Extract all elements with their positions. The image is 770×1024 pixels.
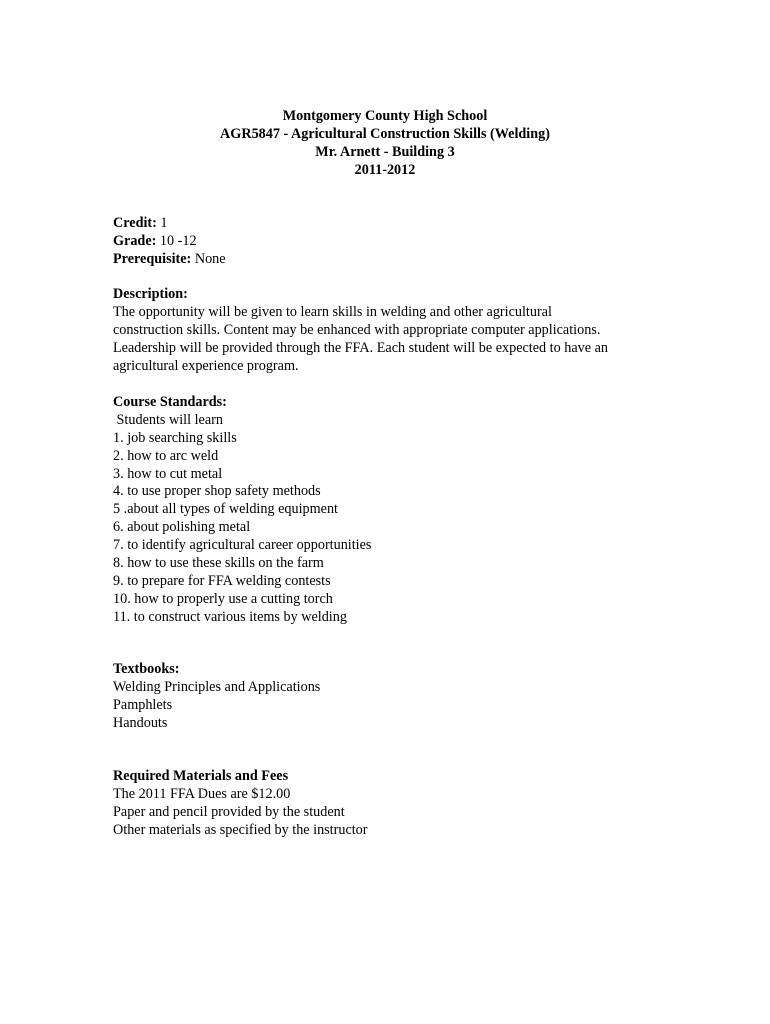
list-item: 10. how to properly use a cutting torch: [113, 590, 333, 607]
materials-section: [113, 768, 673, 840]
materials-heading: Required Materials and Fees: [113, 768, 289, 784]
list-item: 2. how to arc weld: [113, 447, 219, 464]
list-item: 4. to use proper shop safety methods: [113, 483, 321, 500]
list-item: The 2011 FFA Dues are $12.00: [113, 785, 291, 802]
list-item: Other materials as specified by the instructor: [113, 821, 368, 838]
description-line: agricultural experience program.: [113, 357, 299, 374]
list-item: Welding Principles and Applications: [113, 678, 321, 695]
list-item: Paper and pencil provided by the student: [113, 803, 345, 820]
grade-row: [113, 233, 673, 251]
list-item: 5 .about all types of welding equipment: [113, 501, 338, 518]
credit-row: [113, 215, 673, 233]
school-name: Montgomery County High School: [282, 108, 488, 124]
document-header: [0, 108, 770, 180]
textbooks-heading: Textbooks:: [113, 661, 180, 677]
list-item: 8. how to use these skills on the farm: [113, 555, 324, 572]
credit-value: 1: [156, 215, 168, 231]
prerequisite-row: [113, 251, 673, 269]
list-item: Pamphlets: [113, 696, 173, 713]
teacher-building: Mr. Arnett - Building 3: [315, 144, 455, 160]
list-item: Handouts: [113, 714, 168, 731]
description-heading: Description:: [113, 286, 188, 302]
school-year: 2011-2012: [354, 162, 416, 178]
course-standards-section: [113, 394, 673, 627]
description-line: The opportunity will be given to learn skills in welding and other agricultural: [113, 303, 552, 320]
list-item: 11. to construct various items by welding: [113, 608, 347, 625]
description-line: construction skills. Content may be enhanced with appropriate computer applications.: [113, 321, 601, 338]
course-standards-heading: Course Standards:: [113, 394, 227, 410]
prerequisite-label: Prerequisite:: [113, 250, 192, 267]
description-section: [113, 286, 673, 375]
credit-label: Credit:: [113, 215, 157, 231]
list-item: 3. how to cut metal: [113, 465, 223, 482]
course-info: [113, 215, 673, 269]
list-item: 1. job searching skills: [113, 429, 237, 446]
grade-label: Grade:: [113, 232, 157, 249]
list-item: 6. about polishing metal: [113, 519, 251, 536]
list-item: 7. to identify agricultural career opportunities: [113, 537, 372, 554]
list-item: 9. to prepare for FFA welding contests: [113, 572, 331, 589]
description-line: Leadership will be provided through the FFA. Each student will be expected to have an: [113, 339, 608, 356]
course-title: AGR5847 - Agricultural Construction Skills (Welding): [220, 126, 550, 142]
course-standards-intro: Students will learn: [113, 411, 223, 428]
grade-value: 10 -12: [156, 232, 197, 249]
textbooks-section: [113, 661, 673, 733]
prerequisite-value: None: [191, 250, 226, 267]
